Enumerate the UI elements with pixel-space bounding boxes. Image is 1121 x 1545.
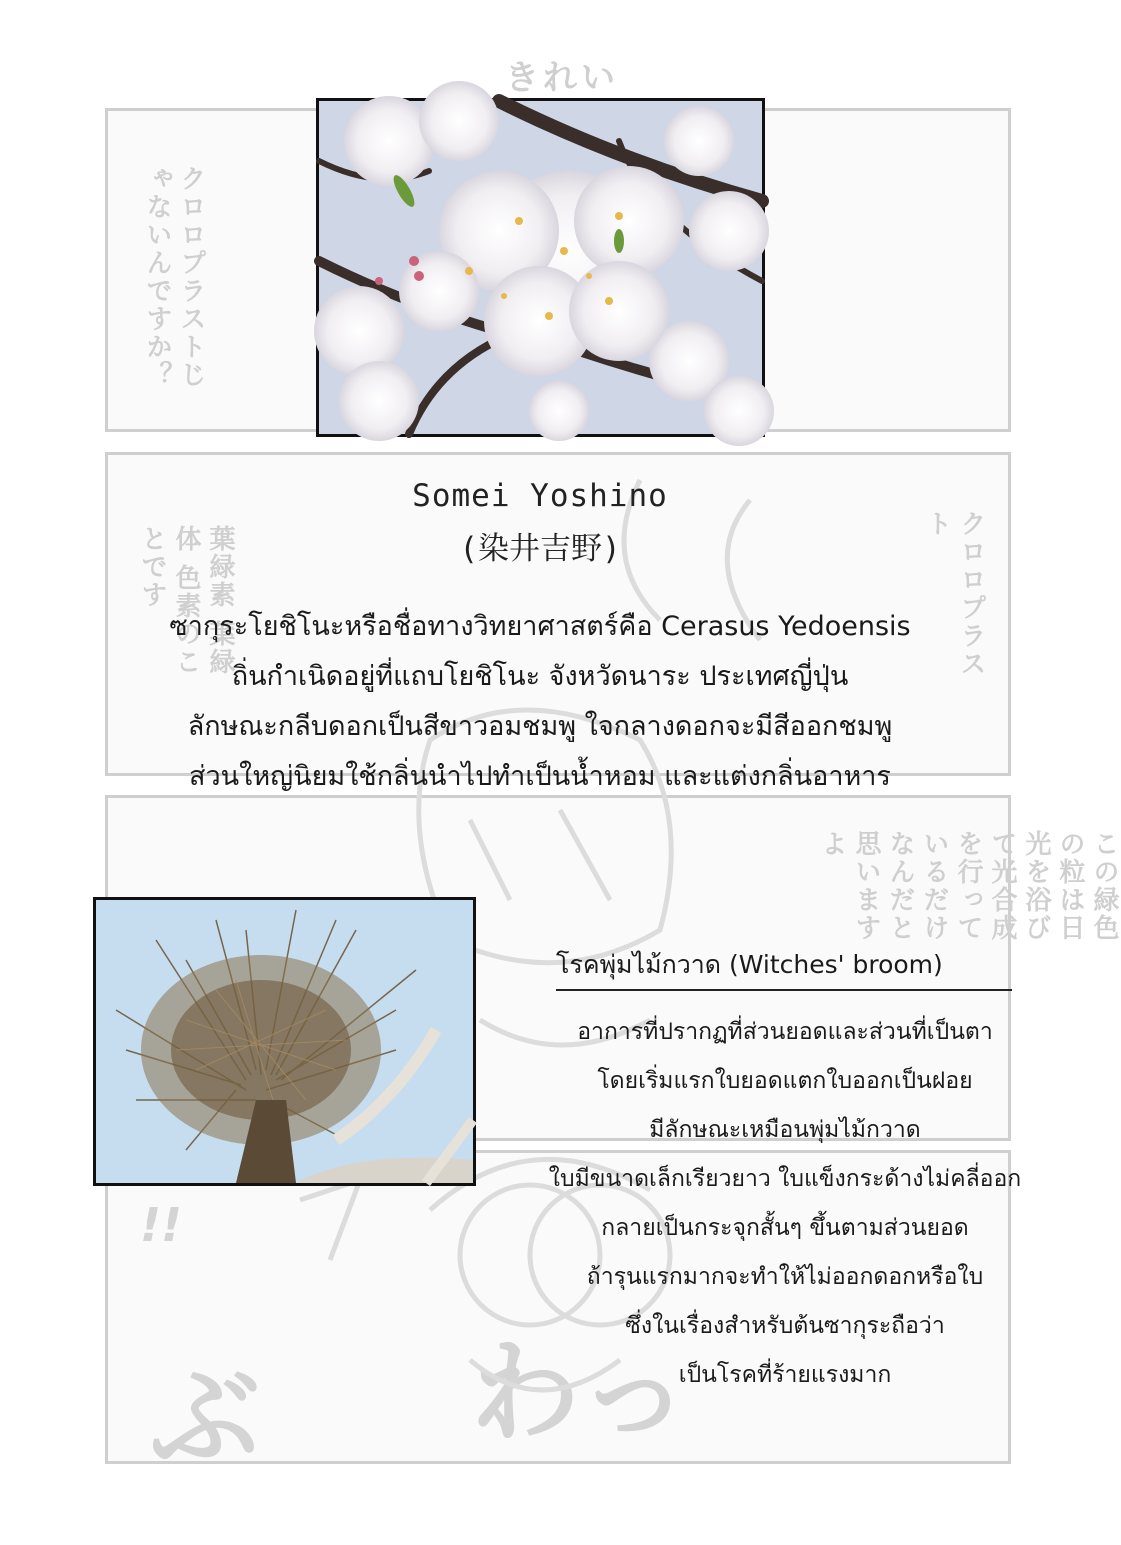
cherry-description-line: ซากุระโยชิโนะหรือชื่อทางวิทยาศาสตร์คือ Cerasus Yedoensis — [169, 611, 911, 642]
witches-broom-description — [520, 1008, 1050, 1400]
witches-broom-description-line: มีลักษณะเหมือนพุ่มไม้กวาด — [649, 1117, 921, 1143]
witches-broom-description-line: เป็นโรคที่ร้ายแรงมาก — [678, 1362, 892, 1388]
cherry-description-line: ส่วนใหญ่นิยมใช้กลิ่นนำไปทำเป็นน้ำหอม และแต่งกลิ่นอาหาร — [189, 761, 891, 792]
bg-panel-2-left-text: 葉緑素 葉緑体 色素のことです — [137, 525, 235, 677]
witches-broom-description-line: ถ้ารุนแรกมากจะทำให้ไม่ออกดอกหรือใบ — [586, 1264, 984, 1290]
bg-sfx-2: わっ — [470, 1329, 689, 1457]
witches-broom-description-line: ใบมีขนาดเล็กเรียวยาว ใบแข็งกระด้างไม่คลี่ออก — [548, 1166, 1022, 1192]
witches-broom-description-line: โดยเริ่มแรกใบยอดแตกใบออกเป็นฝอย — [597, 1068, 973, 1094]
bg-panel-1-text: クロロプラストじゃないんですか？ — [142, 165, 206, 389]
cherry-description-line: ลักษณะกลีบดอกเป็นสีขาวอมชมพู ใจกลางดอกจะมีสีออกชมพู — [187, 711, 893, 742]
cherry-description-line: ถิ่นกำเนิดอยู่ที่แถบโยชิโนะ จังหวัดนาระ ประเทศญี่ปุ่น — [231, 661, 849, 692]
witches-broom-title: โรคพุ่มไม้กวาด (Witches' broom) — [556, 945, 1012, 991]
bg-bang-text: !! — [140, 1198, 182, 1252]
cherry-title-japanese: (染井吉野) — [459, 531, 621, 567]
cherry-blossom-image — [319, 101, 762, 434]
cherry-title-english: Somei Yoshino — [412, 478, 668, 514]
witches-broom-photo — [93, 897, 476, 1186]
cherry-blossom-photo — [316, 98, 765, 437]
bg-sfx-1: ぶ — [150, 1354, 260, 1482]
witches-broom-description-line: กลายเป็นกระจุกสั้นๆ ขึ้นตามส่วนยอด — [601, 1215, 969, 1241]
witches-broom-description-line: อาการที่ปรากฏที่ส่วนยอดและส่วนที่เป็นตา — [577, 1019, 993, 1045]
bg-panel-2-right-text: クロロプラスト — [922, 510, 986, 678]
cherry-description — [100, 602, 980, 802]
bg-panel-3-text: この緑色の粒は日光を浴びて光合成を行っているだけなんだと思いますよ — [817, 830, 1119, 942]
witches-broom-image — [96, 900, 473, 1183]
bg-header-text: きれい — [505, 58, 619, 98]
witches-broom-description-line: ซึ่งในเรื่องสำหรับต้นซากุระถือว่า — [625, 1313, 945, 1339]
